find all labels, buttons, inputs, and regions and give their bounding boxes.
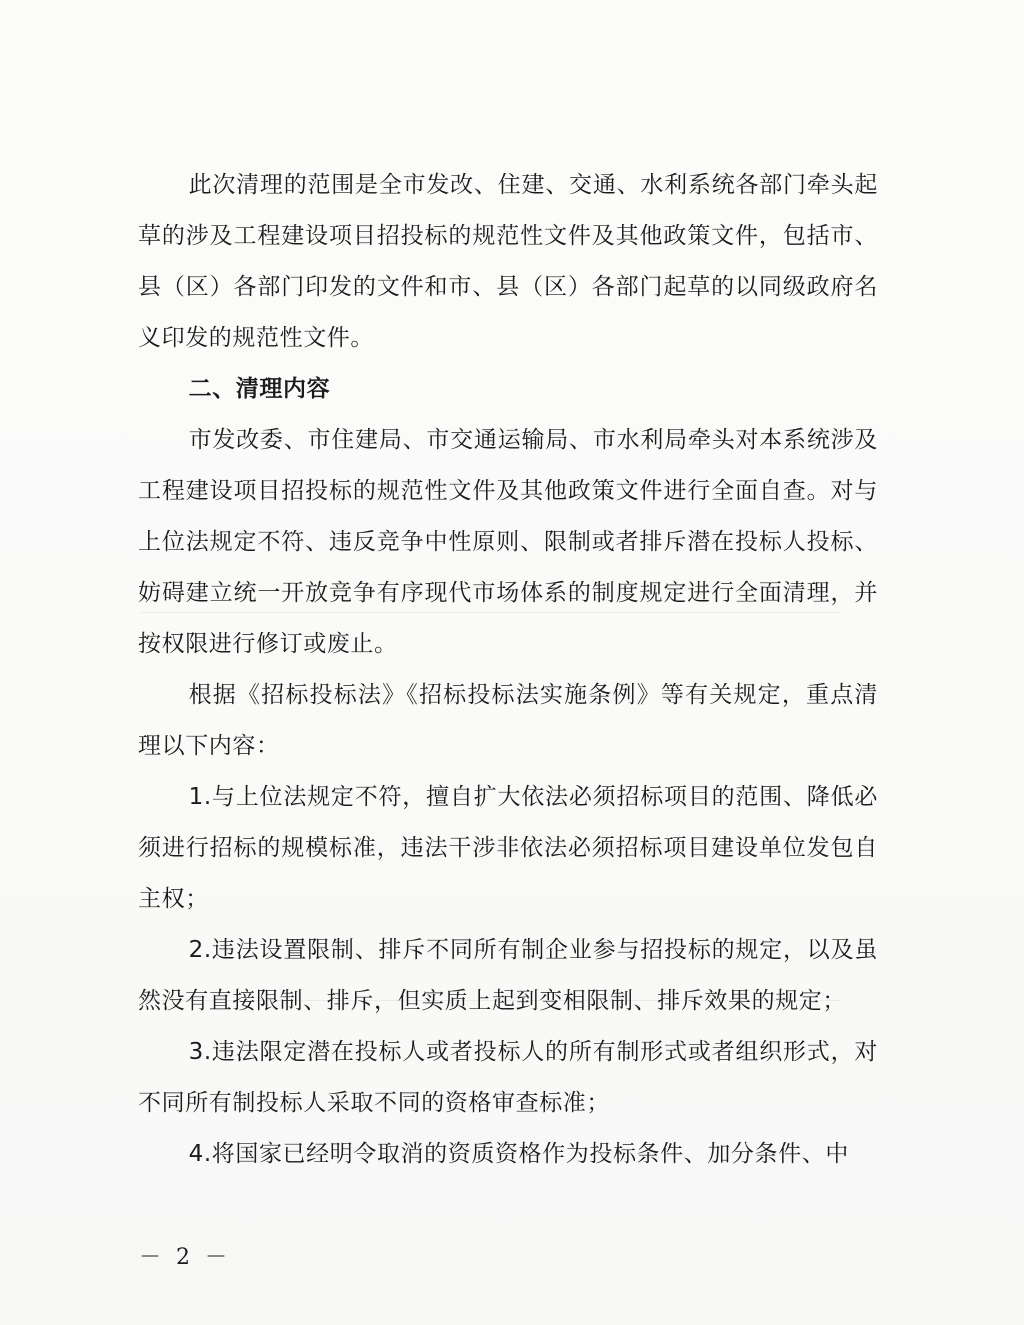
list-item-2: 2.违法设置限制、排斥不同所有制企业参与招投标的规定，以及虽然没有直接限制、排斥，但实质上起到变相限制、排斥效果的规定； <box>138 937 878 1014</box>
paragraph-self-inspection: 市发改委、市住建局、市交通运输局、市水利局牵头对本系统涉及工程建设项目招投标的规范性文件及其他政策文件进行全面自查。对与上位法规定不符、违反竞争中性原则、限制或者排斥潜在投标人投标、妨碍建立统一开放竞争有序现代市场体系的制度规定进行全面清理，并按权限进行修订或废止。 <box>138 427 878 657</box>
paragraph-scope: 此次清理的范围是全市发改、住建、交通、水利系统各部门牵头起草的涉及工程建设项目招投标的规范性文件及其他政策文件，包括市、县（区）各部门印发的文件和市、县（区）各部门起草的以同级政府名义印发的规范性文件。 <box>138 172 878 351</box>
section-heading-clearing-content: 二、清理内容 <box>188 376 331 402</box>
paragraph-legal-basis: 根据《招标投标法》《招标投标法实施条例》等有关规定，重点清理以下内容： <box>138 682 878 759</box>
list-item-4: 4.将国家已经明令取消的资质资格作为投标条件、加分条件、中 <box>188 1141 849 1167</box>
document-body <box>138 160 878 1180</box>
list-item-1: 1.与上位法规定不符，擅自扩大依法必须招标项目的范围、降低必须进行招标的规模标准，违法干涉非依法必须招标项目建设单位发包自主权； <box>138 784 878 912</box>
list-item-3: 3.违法限定潜在投标人或者投标人的所有制形式或者组织形式，对不同所有制投标人采取不同的资格审查标准； <box>138 1039 878 1116</box>
page-number: － 2 － <box>139 1245 231 1270</box>
